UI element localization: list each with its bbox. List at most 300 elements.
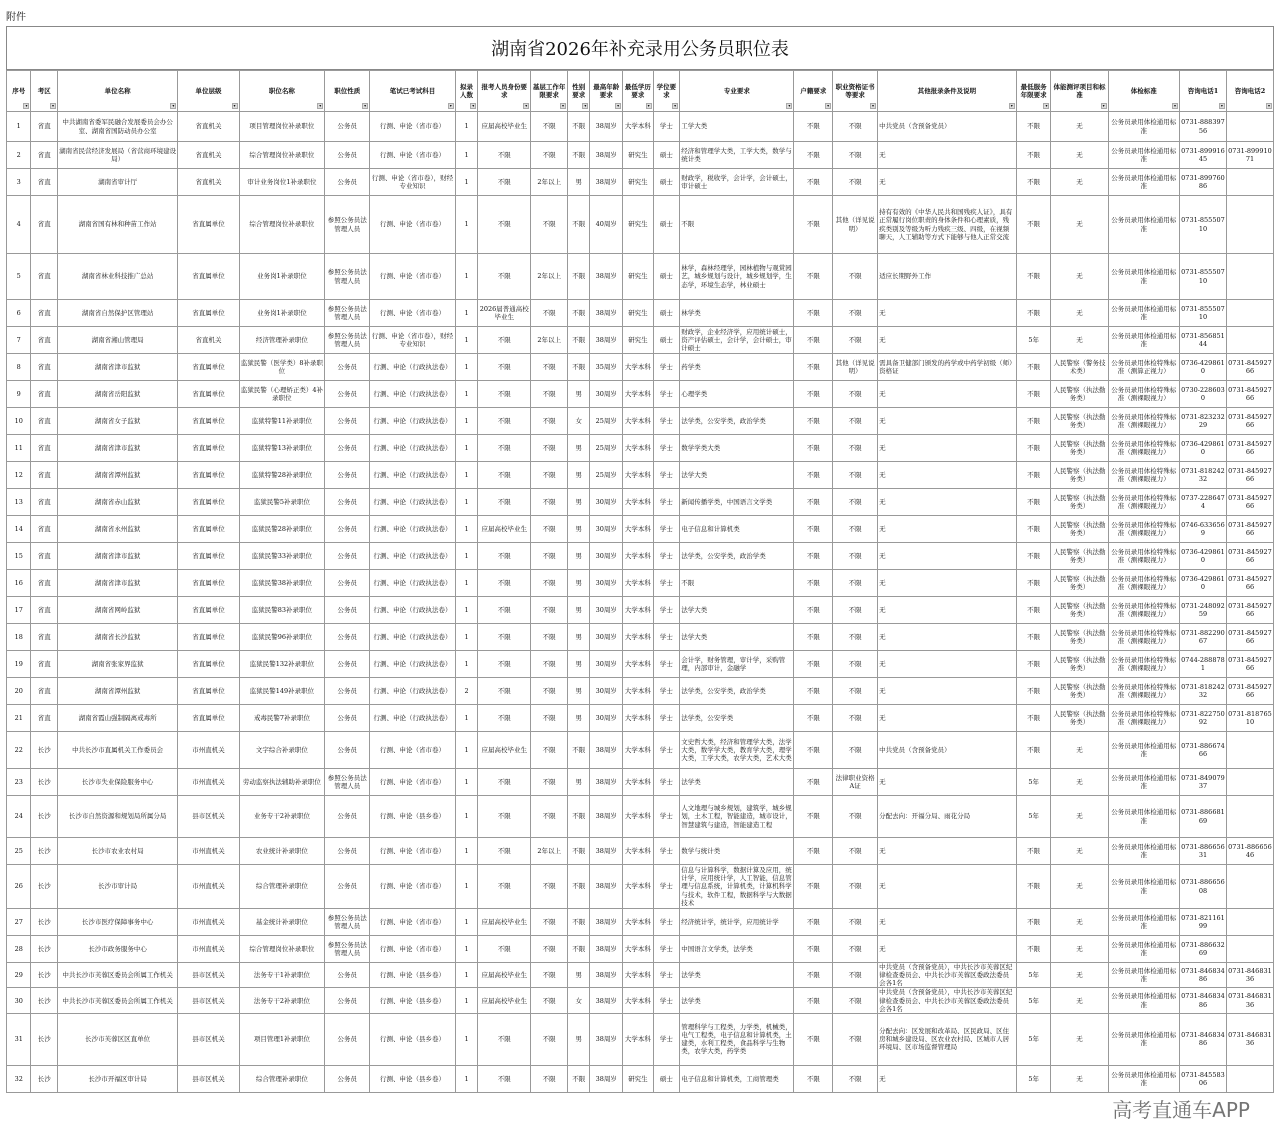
- table-cell: 公务员录用体检特殊标准（测裸眼视力）: [1108, 462, 1179, 489]
- table-cell: 省直: [31, 408, 58, 435]
- table-cell: 不限: [794, 354, 833, 381]
- table-cell: 不限: [833, 909, 878, 936]
- table-cell: 不限: [1016, 354, 1051, 381]
- table-cell: 大学本科: [623, 381, 654, 408]
- table-cell: 湖南省岳阳监狱: [57, 381, 177, 408]
- table-cell: 人民警察（执法勤务类）: [1051, 705, 1108, 732]
- column-header: [653, 71, 680, 112]
- table-cell: 22: [7, 732, 31, 769]
- table-cell: 省直属单位: [178, 196, 239, 254]
- table-cell: 无: [1051, 732, 1108, 769]
- table-cell: 不限: [833, 142, 878, 169]
- table-cell: 学士: [653, 838, 680, 865]
- filter-dropdown-icon[interactable]: ▾: [1010, 103, 1013, 108]
- table-cell: 行测、申论（行政执法卷）: [370, 570, 456, 597]
- table-cell: 不限: [531, 909, 568, 936]
- table-cell: 学士: [653, 408, 680, 435]
- table-cell: 学士: [653, 597, 680, 624]
- table-cell: 省直: [31, 169, 58, 196]
- table-cell: 9: [7, 381, 31, 408]
- table-row: [7, 381, 1274, 408]
- table-cell: 综合管理补录职位: [239, 1065, 325, 1092]
- table-cell: 不限: [531, 936, 568, 963]
- table-cell: 大学本科: [623, 909, 654, 936]
- table-row: [7, 651, 1274, 678]
- table-cell: 不限: [478, 354, 531, 381]
- table-cell: 无: [1051, 300, 1108, 327]
- table-cell: 学士: [653, 963, 680, 988]
- table-cell: 1: [455, 705, 477, 732]
- column-header-label: 专业要求: [723, 86, 750, 95]
- table-cell: 大学本科: [623, 865, 654, 909]
- table-cell: 监狱特警13补录职位: [239, 435, 325, 462]
- table-row: [7, 865, 1274, 909]
- table-cell: 无: [1051, 196, 1108, 254]
- table-cell: 分配去向：区发展和改革局、区民政局、区住房和城乡建设局、区农业农村局、区城市人居环境局、区市场监督管理局: [878, 1013, 1017, 1065]
- table-cell: 1: [455, 516, 477, 543]
- table-row: [7, 196, 1274, 254]
- table-cell: 不限: [794, 936, 833, 963]
- table-cell: 中共长沙市芙蓉区委员会所属工作机关: [57, 963, 177, 988]
- table-cell: 公务员: [325, 732, 370, 769]
- table-cell: 人民警察（执法勤务类）: [1051, 489, 1108, 516]
- filter-dropdown-icon[interactable]: ▾: [1267, 103, 1270, 108]
- table-cell: 省直: [31, 327, 58, 354]
- table-cell: 公务员: [325, 435, 370, 462]
- table-cell: 学士: [653, 865, 680, 909]
- table-cell: 38周岁: [590, 112, 623, 142]
- table-cell: 1: [455, 988, 477, 1013]
- table-cell: 0731-84592766: [1226, 516, 1273, 543]
- table-cell: 无: [1051, 838, 1108, 865]
- table-cell: 省直: [31, 300, 58, 327]
- filter-dropdown-icon[interactable]: ▾: [1102, 103, 1105, 108]
- table-cell: 法学类，公安学类，政治学类: [680, 408, 794, 435]
- table-cell: 不限: [478, 865, 531, 909]
- table-cell: 中共长沙市芙蓉区委员会所属工作机关: [57, 988, 177, 1013]
- table-cell: 不限: [833, 408, 878, 435]
- table-cell: 公务员录用体检通用标准: [1108, 254, 1179, 300]
- filter-dropdown-icon[interactable]: ▾: [319, 103, 322, 108]
- table-cell: 中国语言文学类，法学类: [680, 936, 794, 963]
- table-cell: 不限: [531, 597, 568, 624]
- table-cell: 监狱特警28补录职位: [239, 462, 325, 489]
- table-cell: 不限: [478, 254, 531, 300]
- table-cell: 无: [878, 909, 1017, 936]
- column-header: [239, 71, 325, 112]
- table-cell: 长沙: [31, 963, 58, 988]
- table-row: [7, 142, 1274, 169]
- table-row: [7, 705, 1274, 732]
- table-cell: 25周岁: [590, 408, 623, 435]
- table-cell: 不限: [478, 169, 531, 196]
- table-cell: 不限: [833, 300, 878, 327]
- table-cell: 行测、申论（行政执法卷）: [370, 381, 456, 408]
- table-cell: 监狱民警38补录职位: [239, 570, 325, 597]
- table-cell: 1: [455, 169, 477, 196]
- table-cell: 公务员录用体检通用标准: [1108, 963, 1179, 988]
- table-row: [7, 597, 1274, 624]
- table-cell: 会计学，财务管理，审计学，采购管理，内部审计，金融学: [680, 651, 794, 678]
- table-cell: 男: [568, 624, 590, 651]
- table-cell: 无: [878, 769, 1017, 796]
- table-cell: 省直属单位: [178, 705, 239, 732]
- table-cell: 学士: [653, 462, 680, 489]
- table-cell: 无: [878, 408, 1017, 435]
- table-body: [7, 112, 1274, 1093]
- table-cell: 0731-88839756: [1180, 112, 1227, 142]
- filter-dropdown-icon[interactable]: ▾: [1045, 103, 1048, 108]
- table-cell: 长沙: [31, 732, 58, 769]
- table-cell: 行测、申论（省市卷）: [370, 769, 456, 796]
- filter-dropdown-icon[interactable]: ▾: [472, 103, 475, 108]
- filter-dropdown-icon[interactable]: ▾: [25, 103, 28, 108]
- filter-dropdown-icon[interactable]: ▾: [449, 103, 452, 108]
- table-cell: 综合管理岗位补录职位: [239, 936, 325, 963]
- table-cell: 行测、申论（行政执法卷）: [370, 435, 456, 462]
- table-cell: [1226, 300, 1273, 327]
- table-cell: 1: [455, 597, 477, 624]
- table-cell: 行测、申论（县乡卷）: [370, 988, 456, 1013]
- table-cell: 大学本科: [623, 112, 654, 142]
- table-cell: [1226, 112, 1273, 142]
- table-cell: 行测、申论（省市卷）: [370, 936, 456, 963]
- column-header: [1016, 71, 1051, 112]
- table-cell: 1: [455, 327, 477, 354]
- table-cell: 不限: [531, 354, 568, 381]
- table-cell: 1: [455, 865, 477, 909]
- filter-dropdown-icon[interactable]: ▾: [51, 103, 54, 108]
- table-cell: 不限: [833, 936, 878, 963]
- table-cell: 省直属单位: [178, 254, 239, 300]
- table-row: [7, 678, 1274, 705]
- table-cell: 公务员: [325, 462, 370, 489]
- table-cell: 行测、申论（省市卷）: [370, 865, 456, 909]
- table-cell: 0731-84558306: [1180, 1065, 1227, 1092]
- table-cell: 大学本科: [623, 489, 654, 516]
- table-cell: 2026届普通高校毕业生: [478, 300, 531, 327]
- table-cell: 不限: [833, 254, 878, 300]
- table-cell: 不限: [833, 865, 878, 909]
- table-cell: 省直: [31, 462, 58, 489]
- table-cell: 文史哲大类，经济和管理学大类，法学大类，数学学大类，教育学大类，理学大类，工学大类，农学大类，艺术大类: [680, 732, 794, 769]
- table-cell: 市州直机关: [178, 732, 239, 769]
- table-row: [7, 489, 1274, 516]
- table-cell: 不限: [1016, 838, 1051, 865]
- table-cell: 2年以上: [531, 838, 568, 865]
- table-cell: 0731-84683136: [1226, 988, 1273, 1013]
- table-cell: 长沙市芙蓉区区直单位: [57, 1013, 177, 1065]
- table-cell: 省直: [31, 516, 58, 543]
- table-cell: 公务员: [325, 489, 370, 516]
- table-cell: 大学本科: [623, 705, 654, 732]
- table-cell: 省直属单位: [178, 543, 239, 570]
- table-cell: 省直: [31, 381, 58, 408]
- table-row: [7, 732, 1274, 769]
- table-cell: 行测、申论（省市卷），财经专业知识: [370, 169, 456, 196]
- table-row: [7, 570, 1274, 597]
- table-cell: 不限: [833, 516, 878, 543]
- table-cell: 湖南省湘山管理局: [57, 327, 177, 354]
- table-cell: 18: [7, 624, 31, 651]
- table-cell: 省直属单位: [178, 678, 239, 705]
- filter-dropdown-icon[interactable]: ▾: [233, 103, 236, 108]
- table-cell: 不限: [531, 543, 568, 570]
- table-cell: 长沙: [31, 838, 58, 865]
- table-cell: 无: [1051, 254, 1108, 300]
- table-cell: 长沙市政务服务中心: [57, 936, 177, 963]
- table-cell: 不限: [478, 435, 531, 462]
- filter-dropdown-icon[interactable]: ▾: [647, 103, 650, 108]
- table-cell: 公务员: [325, 705, 370, 732]
- column-header-label: 咨询电话2: [1234, 86, 1266, 95]
- table-cell: 23: [7, 769, 31, 796]
- table-cell: 不限: [1016, 705, 1051, 732]
- table-cell: 省直: [31, 435, 58, 462]
- column-header-label: 报考人员身份要求: [481, 82, 528, 99]
- table-cell: 研究生: [623, 142, 654, 169]
- table-cell: 劳动监察执法辅助补录职位: [239, 769, 325, 796]
- table-cell: 省直: [31, 112, 58, 142]
- filter-dropdown-icon[interactable]: ▾: [364, 103, 367, 108]
- table-cell: 无: [878, 624, 1017, 651]
- table-cell: 不限: [1016, 408, 1051, 435]
- table-cell: 省直: [31, 651, 58, 678]
- table-cell: 0731-89976086: [1180, 169, 1227, 196]
- table-cell: [1226, 865, 1273, 909]
- table-cell: [1226, 196, 1273, 254]
- table-cell: 长沙市开福区审计局: [57, 1065, 177, 1092]
- table-cell: 法学类: [680, 769, 794, 796]
- table-cell: 无: [1051, 169, 1108, 196]
- table-cell: 大学本科: [623, 963, 654, 988]
- filter-dropdown-icon[interactable]: ▾: [872, 103, 875, 108]
- table-cell: 不限: [1016, 651, 1051, 678]
- column-header: [370, 71, 456, 112]
- table-cell: 不限: [531, 462, 568, 489]
- table-cell: 中共湖南省委军民融合发展委员会办公室、湖南省国防动员办公室: [57, 112, 177, 142]
- table-cell: 公务员录用体检通用标准: [1108, 112, 1179, 142]
- table-cell: 0736-4298610: [1180, 543, 1227, 570]
- filter-dropdown-icon[interactable]: ▾: [827, 103, 830, 108]
- table-cell: 省直: [31, 142, 58, 169]
- column-header-label: 单位名称: [104, 86, 131, 95]
- table-cell: 中共党员（含预备党员），中共长沙市芙蓉区纪律检查委员会、中共长沙市芙蓉区委政法委员会各1名: [878, 963, 1017, 988]
- table-cell: 不限: [478, 1065, 531, 1092]
- table-cell: 不限: [794, 300, 833, 327]
- table-cell: 硕士: [653, 1065, 680, 1092]
- table-cell: 不限: [478, 570, 531, 597]
- table-row: [7, 769, 1274, 796]
- table-cell: 不限: [794, 796, 833, 838]
- table-cell: 长沙: [31, 1013, 58, 1065]
- table-cell: 法学大类: [680, 462, 794, 489]
- table-cell: 长沙市审计局: [57, 865, 177, 909]
- table-cell: 县市区机关: [178, 963, 239, 988]
- table-cell: 行测、申论（省市卷）: [370, 838, 456, 865]
- filter-dropdown-icon[interactable]: ▾: [525, 103, 528, 108]
- table-cell: 不限: [1016, 300, 1051, 327]
- table-cell: 项目管理1补录职位: [239, 1013, 325, 1065]
- table-cell: 大学本科: [623, 570, 654, 597]
- filter-dropdown-icon[interactable]: ▾: [1220, 103, 1223, 108]
- table-cell: 男: [568, 169, 590, 196]
- table-cell: 公务员录用体检通用标准: [1108, 1065, 1179, 1092]
- table-cell: 0731-84592766: [1226, 651, 1273, 678]
- table-cell: 人民警察（执法勤务类）: [1051, 435, 1108, 462]
- table-cell: 0731-82275092: [1180, 705, 1227, 732]
- table-cell: 公务员录用体检通用标准: [1108, 936, 1179, 963]
- table-cell: 公务员: [325, 408, 370, 435]
- table-cell: 中共党员（含预备党员）: [878, 732, 1017, 769]
- table-cell: [1226, 909, 1273, 936]
- table-cell: 女: [568, 988, 590, 1013]
- table-cell: 0731-88665646: [1226, 838, 1273, 865]
- table-cell: 不限: [1016, 570, 1051, 597]
- table-cell: 县市区机关: [178, 796, 239, 838]
- table-cell: 管理科学与工程类，力学类，机械类，电气工程类，电子信息和计算机类，土建类，水利工程类，食品科学与生物类，农学大类，药学类: [680, 1013, 794, 1065]
- table-cell: 29: [7, 963, 31, 988]
- table-cell: 硕士: [653, 142, 680, 169]
- table-cell: 0731-84592766: [1226, 381, 1273, 408]
- table-cell: 不限: [794, 489, 833, 516]
- filter-dropdown-icon[interactable]: ▾: [172, 103, 175, 108]
- table-cell: [1226, 169, 1273, 196]
- table-cell: 38周岁: [590, 169, 623, 196]
- table-cell: 不限: [794, 142, 833, 169]
- table-cell: 湖南省民营经济发展局（省营商环境建设局）: [57, 142, 177, 169]
- table-header-row: [7, 71, 1274, 112]
- table-cell: 0731-88667466: [1180, 732, 1227, 769]
- table-cell: 1: [455, 354, 477, 381]
- table-cell: 2年以上: [531, 254, 568, 300]
- table-cell: 不限: [833, 489, 878, 516]
- table-cell: 监狱民警28补录职位: [239, 516, 325, 543]
- table-cell: 监狱民警96补录职位: [239, 624, 325, 651]
- table-cell: 应届高校毕业生: [478, 963, 531, 988]
- table-cell: 40周岁: [590, 196, 623, 254]
- table-cell: 法务专干1补录职位: [239, 963, 325, 988]
- table-cell: 不限: [568, 300, 590, 327]
- table-cell: 1: [455, 732, 477, 769]
- table-cell: 公务员录用体检通用标准: [1108, 865, 1179, 909]
- table-cell: 31: [7, 1013, 31, 1065]
- filter-dropdown-icon[interactable]: ▾: [561, 103, 564, 108]
- table-cell: 0731-24809259: [1180, 597, 1227, 624]
- table-cell: 不限: [568, 796, 590, 838]
- table-cell: 不限: [794, 963, 833, 988]
- column-header-label: 学位要求: [656, 82, 677, 99]
- table-cell: 不限: [531, 865, 568, 909]
- table-cell: 无: [878, 169, 1017, 196]
- table-cell: 人民警察（执法勤务类）: [1051, 543, 1108, 570]
- table-cell: 0731-82116199: [1180, 909, 1227, 936]
- table-cell: 经济和管理学大类，工学大类，数学与统计类: [680, 142, 794, 169]
- table-cell: 男: [568, 516, 590, 543]
- filter-dropdown-icon[interactable]: ▾: [788, 103, 791, 108]
- table-cell: 省直属单位: [178, 624, 239, 651]
- filter-dropdown-icon[interactable]: ▾: [1173, 103, 1176, 108]
- table-cell: 不限: [1016, 516, 1051, 543]
- table-cell: 硕士: [653, 169, 680, 196]
- table-cell: 5年: [1016, 1013, 1051, 1065]
- table-cell: 不限: [478, 196, 531, 254]
- column-header-label: 笔试已考试科目: [389, 86, 436, 95]
- filter-dropdown-icon[interactable]: ▾: [584, 103, 587, 108]
- table-cell: 不限: [794, 769, 833, 796]
- table-cell: 公务员: [325, 1065, 370, 1092]
- column-header: [623, 71, 654, 112]
- table-cell: 0731-88229067: [1180, 624, 1227, 651]
- page-title: 湖南省2026年补充录用公务员职位表: [6, 26, 1274, 70]
- table-cell: 公务员: [325, 597, 370, 624]
- table-cell: 法学大类: [680, 597, 794, 624]
- table-row: [7, 408, 1274, 435]
- table-cell: 不限: [794, 732, 833, 769]
- table-cell: 不限: [794, 865, 833, 909]
- attachment-label: 附件: [6, 12, 26, 23]
- table-cell: 参照公务员法管理人员: [325, 936, 370, 963]
- column-header: [455, 71, 477, 112]
- table-cell: 综合管理岗位补录职位: [239, 142, 325, 169]
- table-cell: 大学本科: [623, 462, 654, 489]
- table-cell: 不限: [1016, 732, 1051, 769]
- table-cell: 法学类: [680, 988, 794, 1013]
- table-cell: 无: [1051, 769, 1108, 796]
- table-cell: 不限: [833, 796, 878, 838]
- table-cell: 财政学，企业经济学，应用统计硕士，资产评估硕士，会计学，会计硕士，审计硕士: [680, 327, 794, 354]
- table-cell: 公务员录用体检通用标准: [1108, 732, 1179, 769]
- column-header-label: 性别要求: [572, 82, 586, 99]
- filter-dropdown-icon[interactable]: ▾: [617, 103, 620, 108]
- table-cell: 30周岁: [590, 651, 623, 678]
- table-cell: 省直机关: [178, 112, 239, 142]
- table-cell: 无: [878, 381, 1017, 408]
- table-cell: 行测、申论（省市卷）: [370, 142, 456, 169]
- filter-dropdown-icon[interactable]: ▾: [674, 103, 677, 108]
- table-cell: 监狱民警33补录职位: [239, 543, 325, 570]
- table-cell: 人民警察（执法勤务类）: [1051, 624, 1108, 651]
- table-cell: 法学大类: [680, 624, 794, 651]
- table-cell: 0731-84683486: [1180, 1013, 1227, 1065]
- table-cell: 硕士: [653, 196, 680, 254]
- table-cell: 11: [7, 435, 31, 462]
- table-cell: 30周岁: [590, 624, 623, 651]
- table-cell: 不限: [833, 543, 878, 570]
- table-cell: 研究生: [623, 254, 654, 300]
- column-header-label: 单位层级: [195, 86, 222, 95]
- table-cell: 5年: [1016, 796, 1051, 838]
- table-cell: 行测、申论（省市卷）: [370, 732, 456, 769]
- watermark: 高考直通车APP: [1112, 1098, 1250, 1122]
- table-cell: 省直: [31, 705, 58, 732]
- table-cell: 不限: [833, 381, 878, 408]
- table-cell: 省直: [31, 678, 58, 705]
- table-cell: 行测、申论（县乡卷）: [370, 1065, 456, 1092]
- table-cell: 行测、申论（省市卷）: [370, 909, 456, 936]
- table-cell: 不限: [478, 597, 531, 624]
- table-cell: 人文地理与城乡规划，建筑学，城乡规划，土木工程，智能建造，城市设计，智慧建筑与建造，智能建造工程: [680, 796, 794, 838]
- table-cell: 0731-88665608: [1180, 865, 1227, 909]
- table-cell: 大学本科: [623, 543, 654, 570]
- table-cell: 公务员录用体检特殊标准（测裸眼视力）: [1108, 381, 1179, 408]
- table-cell: 1: [455, 254, 477, 300]
- table-cell: 女: [568, 408, 590, 435]
- table-cell: 公务员: [325, 963, 370, 988]
- table-row: [7, 838, 1274, 865]
- table-cell: 公务员: [325, 838, 370, 865]
- table-cell: 不限: [568, 936, 590, 963]
